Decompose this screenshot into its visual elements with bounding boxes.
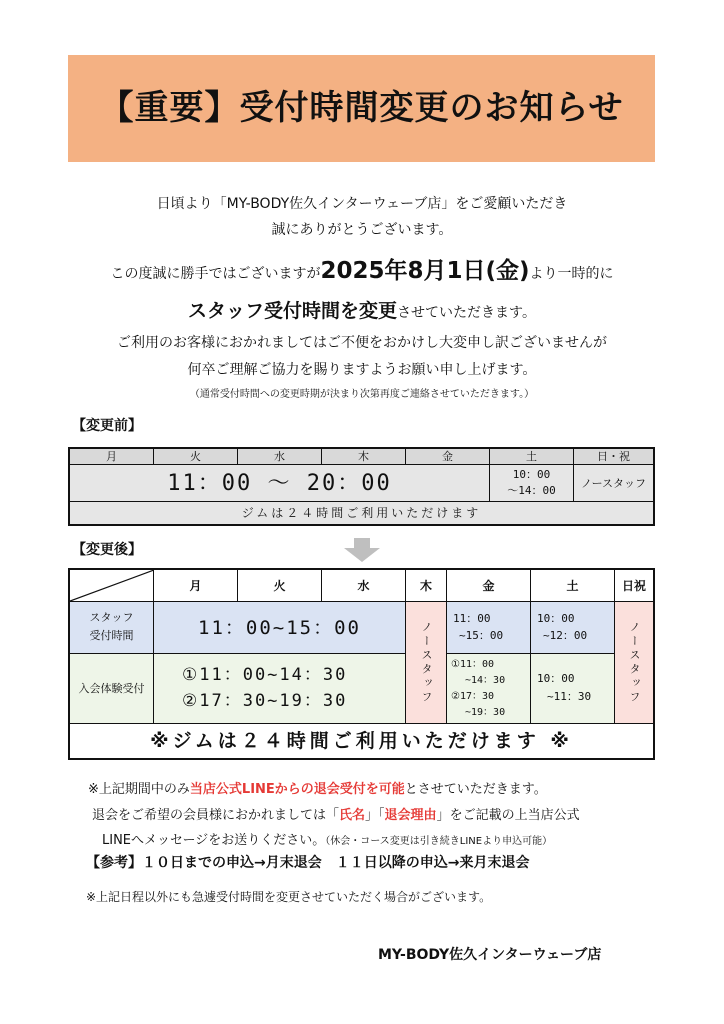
note-2-red-1: 氏名 [339, 808, 366, 823]
mtw-trial-hours [154, 654, 406, 724]
corner-cell [70, 570, 154, 602]
intro-line-5: ご利用のお客様におかれましてはご不便をおかけし大変申し訳ございませんが [117, 335, 607, 351]
note-1-red: 当店公式LINEからの退会受付を可能 [189, 782, 405, 797]
fri-trial-4: ~19：30 [465, 707, 506, 718]
fri-trial-2: ~14：30 [465, 675, 506, 686]
before-day-sun: 日・祝 [574, 449, 653, 465]
diagonal-line [70, 570, 154, 602]
note-line-5: ※上記日程以外にも急遽受付時間を変更させていただく場合がございます。 [86, 890, 492, 904]
before-day-wed: 水 [238, 449, 322, 465]
note-1-post: とさせていただきます。 [404, 782, 547, 797]
before-gym-note: ジムは２４時間ご利用いただけます [70, 502, 653, 524]
after-gym-note: ※ジムは２４時間ご利用いただけます ※ [150, 730, 573, 752]
fri-staff-1: 11：00 [453, 612, 491, 625]
note-2-pre: 退会をご希望の会員様におかれましては「 [92, 808, 340, 823]
before-day-thu: 木 [322, 449, 406, 465]
sat-staff-hours [531, 602, 615, 654]
mtw-staff-hours: 11：00~15：00 [154, 602, 406, 654]
sat-staff-2: ~12：00 [543, 629, 588, 642]
intro-line-3-post: より一時的に [529, 266, 614, 282]
page-title: 【重要】受付時間変更のお知らせ [99, 88, 624, 128]
row-label-trial: 入会体験受付 [70, 654, 154, 724]
before-schedule-table [68, 447, 655, 526]
note-line-1 [88, 778, 547, 797]
sat-trial-hours [531, 654, 615, 724]
sat-trial-1: 10：00 [537, 672, 575, 685]
before-day-mon: 月 [70, 449, 154, 465]
after-day-wed: 水 [322, 570, 406, 602]
fri-staff-hours [447, 602, 531, 654]
intro-line-4 [0, 296, 724, 323]
after-day-mon: 月 [154, 570, 238, 602]
down-arrow-icon [344, 538, 380, 562]
intro-line-1: 日頃より「MY-BODY佐久インターウェーブ店」をご愛顧いただき [156, 196, 568, 212]
before-sat-hours-2: ～14：00 [507, 484, 556, 497]
fri-trial-1: ①11：00 [451, 659, 495, 670]
note-1-pre: ※上記期間中のみ [88, 782, 190, 797]
note-2-post: 」をご記載の上当店公式 [436, 808, 580, 823]
note-2-red-2: 退会理由 [384, 808, 437, 823]
note-3-main: LINEへメッセージをお送りください。 [102, 833, 326, 848]
before-day-tue: 火 [154, 449, 238, 465]
intro-line-3-pre: この度誠に勝手ではございますが [110, 266, 321, 282]
mtw-trial-2: ②17：30~19：30 [182, 691, 348, 711]
note-line-3 [102, 829, 552, 848]
mtw-trial-1: ①11：00~14：30 [182, 665, 348, 685]
after-day-thu: 木 [406, 570, 447, 602]
effective-date: 2025年8月1日(金) [320, 258, 530, 284]
note-2-mid: 」「 [365, 808, 385, 823]
intro-line-4-bold: スタッフ受付時間を変更 [188, 300, 398, 322]
before-sat-hours-1: 10：00 [512, 468, 551, 481]
after-day-sat: 土 [531, 570, 615, 602]
note-3-small: （休会・コース変更は引き続きLINEより申込可能） [325, 836, 553, 847]
before-day-sat: 土 [490, 449, 574, 465]
before-sat-hours [490, 465, 574, 502]
after-label: 【変更後】 [72, 542, 142, 558]
note-line-4: 【参考】１０日までの申込→月末退会 １１日以降の申込→来月末退会 [86, 855, 530, 871]
fri-trial-hours [447, 654, 531, 724]
note-line-2 [92, 804, 580, 823]
intro-line-7: （通常受付時間への変更時期が決まり次第再度ご連絡させていただきます。） [189, 389, 535, 400]
sat-trial-2: ~11：30 [547, 690, 592, 703]
row-label-staff-2: 受付時間 [89, 629, 134, 642]
fri-trial-3: ②17：30 [451, 691, 495, 702]
fri-staff-2: ~15：00 [459, 629, 504, 642]
row-label-staff [70, 602, 154, 654]
store-name: MY-BODY佐久インターウェーブ店 [378, 947, 602, 963]
sun-no-staff: ノースタッフ [615, 602, 653, 724]
before-label: 【変更前】 [72, 418, 142, 434]
before-weekday-hours: 11：00 ～ 20：00 [70, 465, 490, 502]
intro-line-3 [0, 252, 724, 285]
thu-no-staff: ノースタッフ [406, 602, 447, 724]
after-day-tue: 火 [238, 570, 322, 602]
intro-line-2: 誠にありがとうございます。 [271, 222, 453, 238]
before-sun-hours: ノースタッフ [574, 465, 653, 502]
after-schedule-table [68, 568, 655, 760]
before-day-fri: 金 [406, 449, 490, 465]
intro-line-6: 何卒ご理解ご協力を賜りますようお願い申し上げます。 [187, 362, 537, 378]
intro-line-4-post: させていただきます。 [397, 305, 536, 321]
sat-staff-1: 10：00 [537, 612, 575, 625]
row-label-staff-1: スタッフ [89, 611, 134, 624]
after-day-fri: 金 [447, 570, 531, 602]
after-day-sun: 日祝 [615, 570, 653, 602]
